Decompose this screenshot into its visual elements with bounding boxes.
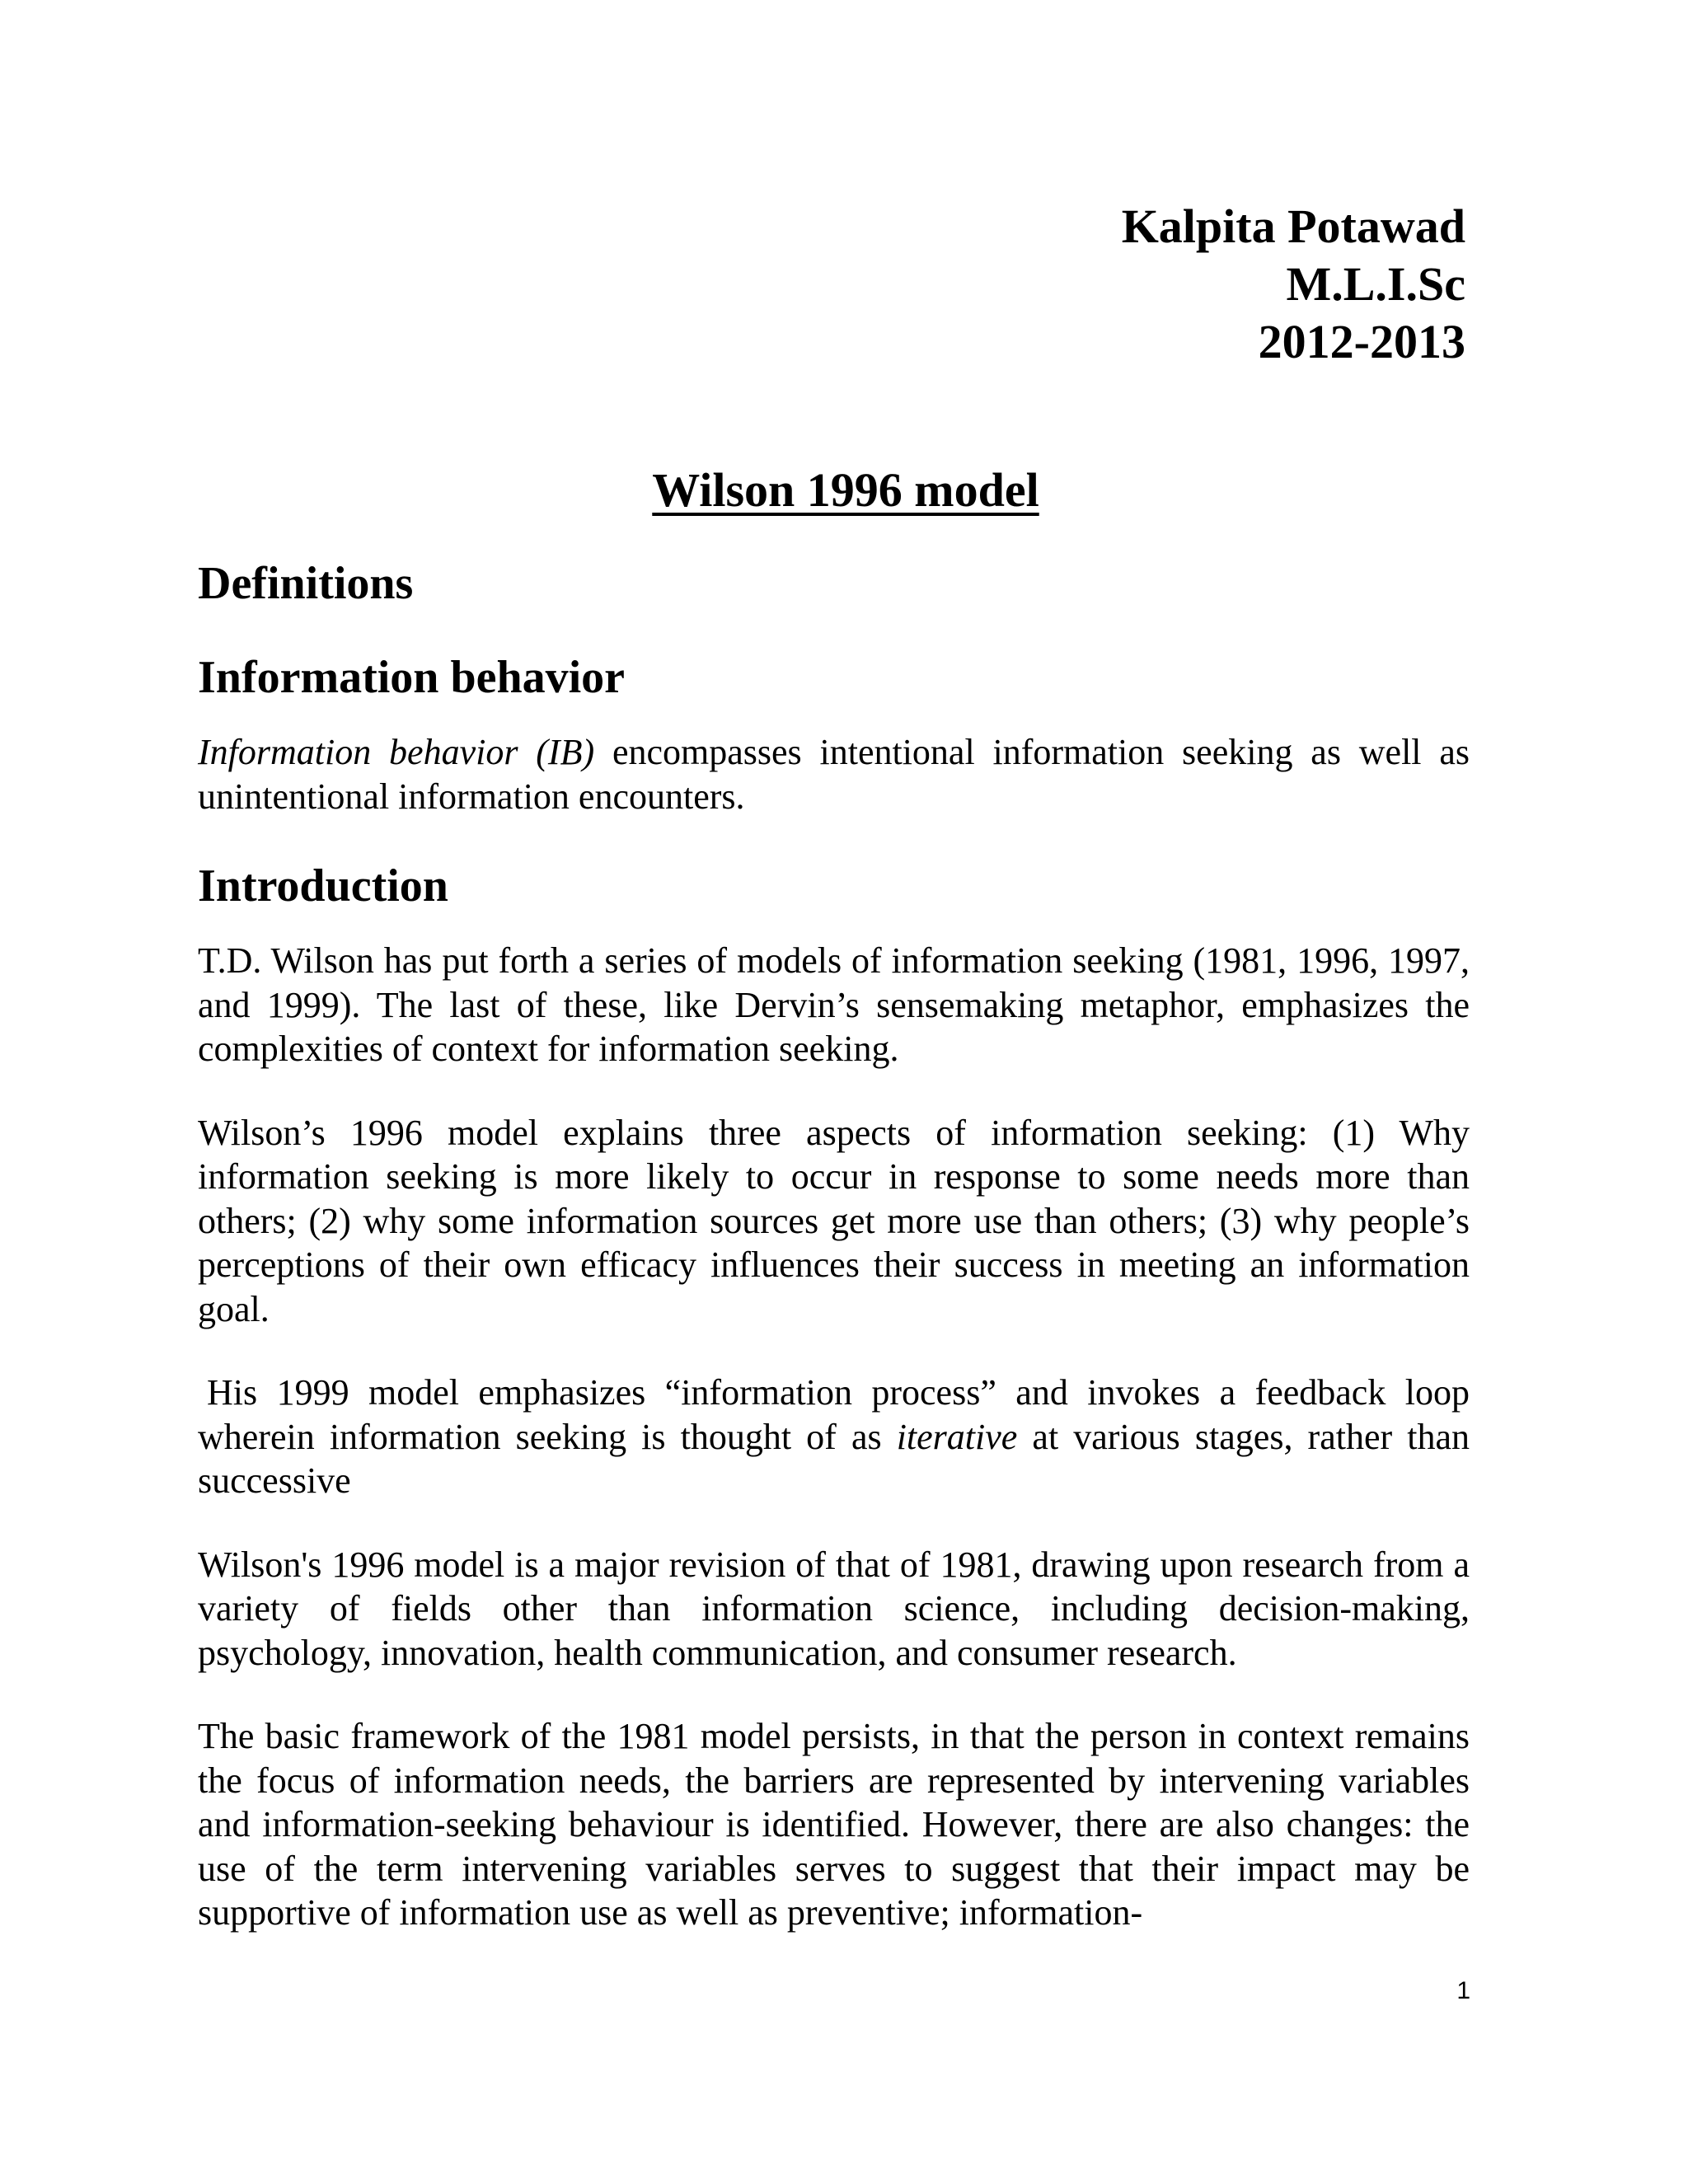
information-behavior-heading: Information behavior bbox=[198, 652, 625, 703]
intro-paragraph-5: The basic framework of the 1981 model persists, in that the person in context remains the focus of information needs, the barriers are represented by intervening variables and information-seeking behaviour is identified. However, there are also changes: the use of the term intervening variables serves to suggest that their impact may be supportive of information use as well as preventive; information- bbox=[198, 1716, 1470, 1933]
author-name: Kalpita Potawad bbox=[1121, 199, 1465, 253]
p3-text-after: at various stages, rather than successive bbox=[198, 1416, 1470, 1501]
document-body bbox=[198, 552, 1470, 1935]
definitions-heading: Definitions bbox=[198, 558, 414, 609]
p3-text-before: His 1999 model emphasizes “information process” and invokes a feedback loop wherein information seeking is thought of as bbox=[198, 1372, 1470, 1457]
information-behavior-definition bbox=[198, 730, 1470, 818]
intro-paragraph-3 bbox=[198, 1371, 1470, 1503]
document-title-text: Wilson 1996 model bbox=[652, 463, 1039, 517]
p3-italic-term: iterative bbox=[896, 1416, 1018, 1457]
page-number: 1 bbox=[1456, 1977, 1470, 2004]
intro-paragraph-4: Wilson's 1996 model is a major revision of that of 1981, drawing upon research from a variety of fields other than information science, including decision-making, psychology, innovation, health communication, and consumer research. bbox=[198, 1544, 1470, 1673]
definition-term: Information behavior (IB) bbox=[198, 732, 595, 772]
definition-text: encompasses intentional information seeking as well as unintentional information encounters. bbox=[198, 732, 1470, 817]
author-degree: M.L.I.Sc bbox=[1286, 257, 1465, 311]
document-title bbox=[0, 462, 1688, 519]
author-year: 2012-2013 bbox=[1258, 315, 1465, 368]
intro-paragraph-1: T.D. Wilson has put forth a series of models of information seeking (1981, 1996, 1997, and 1999). The last of these, like Dervin’s sensemaking metaphor, emphasizes the complexities of context for information seeking. bbox=[198, 940, 1470, 1069]
author-block bbox=[1122, 198, 1465, 371]
intro-paragraph-2: Wilson’s 1996 model explains three aspects of information seeking: (1) Why information seeking is more likely to occur in response to some needs more than others; (2) why some information sources get more use than others; (3) why people’s perceptions of their own efficacy influences their success in meeting an information goal. bbox=[198, 1112, 1470, 1329]
introduction-heading: Introduction bbox=[198, 860, 448, 912]
